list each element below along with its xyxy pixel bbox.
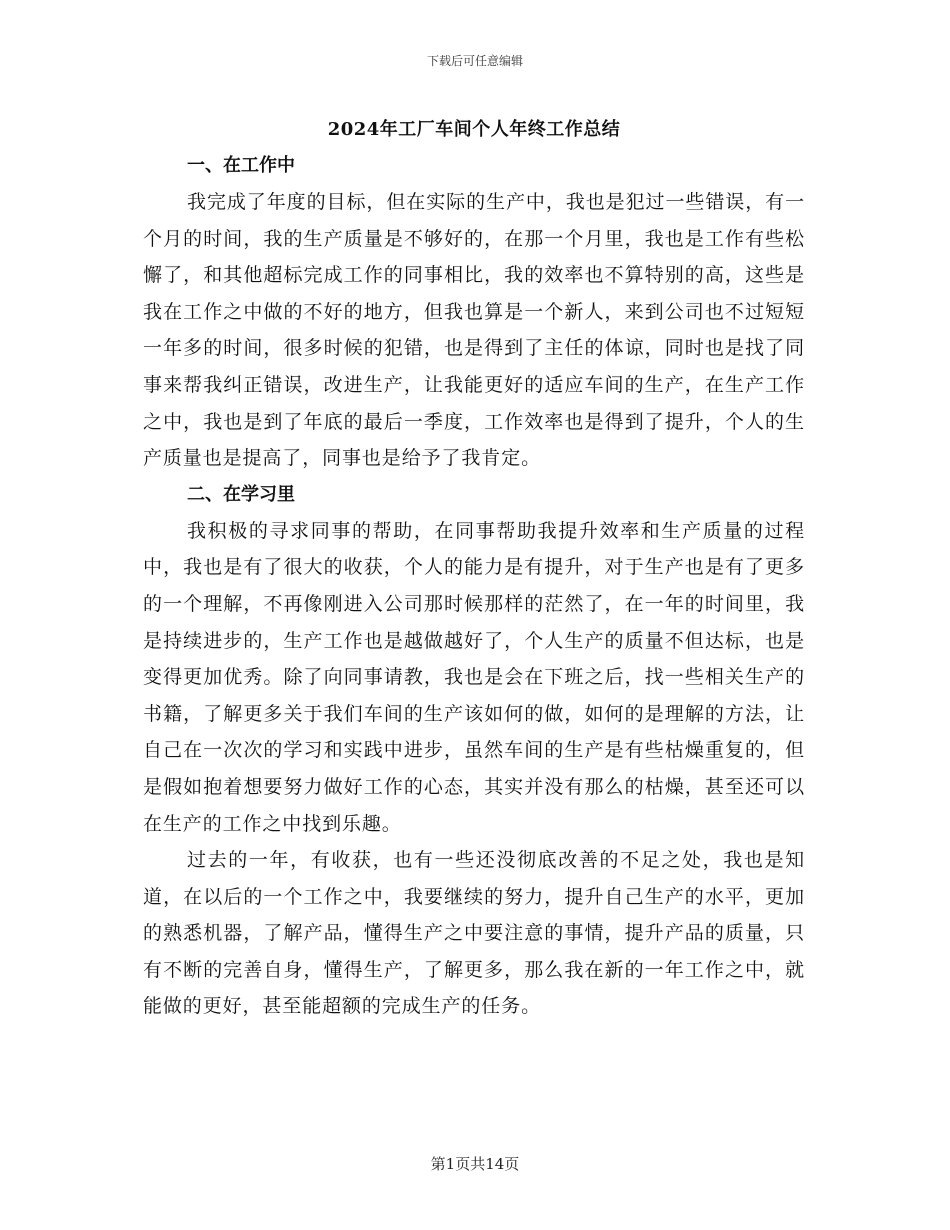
- section-study-paragraph-2: 过去的一年，有收获，也有一些还没彻底改善的不足之处，我也是知道，在以后的一个工作之中，我要继续的努力，提升自己生产的水平，更加的熟悉机器，了解产品，懂得生产之中要注意的事情，提升产品的质量，只有不断的完善自身，懂得生产，了解更多，那么我在新的一年工作之中，就能做的更好，甚至能超额的完成生产的任务。: [143, 849, 805, 1018]
- section-study-paragraph-1: 我积极的寻求同事的帮助，在同事帮助我提升效率和生产质量的过程中，我也是有了很大的收获，个人的能力是有提升，对于生产也是有了更多的一个理解，不再像刚进入公司那时候那样的茫然了，在一年的时间里，我是持续进步的，生产工作也是越做越好了，个人生产的质量不但达标，也是变得更加优秀。除了向同事请教，我也是会在下班之后，找一些相关生产的书籍，了解更多关于我们车间的生产该如何的做，如何的是理解的方法，让自己在一次次的学习和实践中进步，虽然车间的生产是有些枯燥重复的，但是假如抱着想要努力做好工作的心态，其实并没有那么的枯燥，甚至还可以在生产的工作之中找到乐趣。: [143, 519, 805, 835]
- page-header-note: 下载后可任意编辑: [426, 54, 523, 68]
- document-body: [143, 112, 805, 1025]
- section-work-paragraph: 我完成了年度的目标，但在实际的生产中，我也是犯过一些错误，有一个月的时间，我的生产质量是不够好的，在那一个月里，我也是工作有些松懈了，和其他超标完成工作的同事相比，我的效率也不算特别的高，这些是我在工作之中做的不好的地方，但我也算是一个新人，来到公司也不过短短一年多的时间，很多时候的犯错，也是得到了主任的体谅，同时也是找了同事来帮我纠正错误，改进生产，让我能更好的适应车间的生产，在生产工作之中，我也是到了年底的最后一季度，工作效率也是得到了提升，个人的生产质量也是提高了，同事也是给予了我肯定。: [143, 191, 805, 470]
- page-number-footer: 第1页共14页: [430, 1155, 520, 1173]
- section-heading-work: 一、在工作中: [187, 155, 295, 176]
- section-heading-study: 二、在学习里: [187, 483, 295, 505]
- document-title: 2024年工厂车间个人年终工作总结: [327, 119, 621, 140]
